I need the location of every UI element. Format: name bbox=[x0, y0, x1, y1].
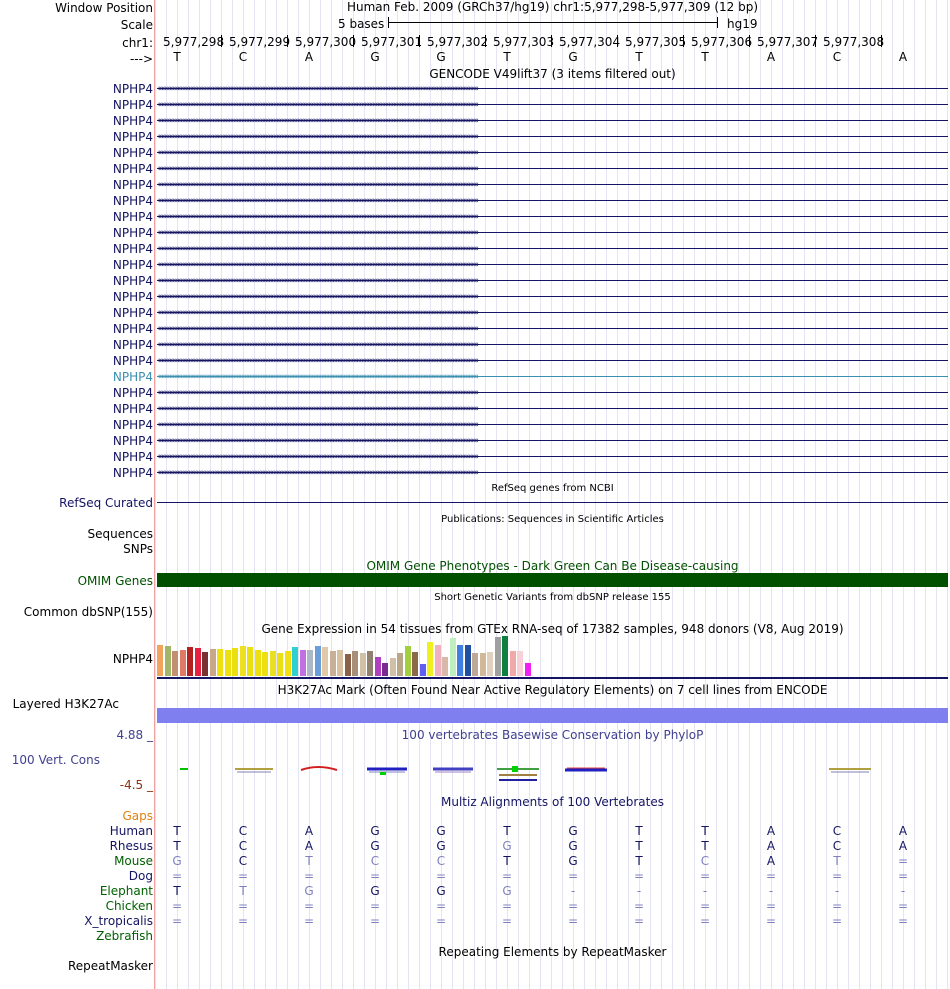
gtex-tissue-bar[interactable] bbox=[405, 646, 411, 676]
multiz-base: G bbox=[502, 884, 512, 898]
gtex-tissue-bar[interactable] bbox=[315, 646, 321, 676]
multiz-base: T bbox=[701, 839, 709, 853]
cons-glyph-6 bbox=[497, 766, 539, 780]
multiz-base: = bbox=[435, 869, 447, 883]
publications-snps-label[interactable]: SNPs bbox=[123, 542, 153, 556]
multiz-base: T bbox=[635, 839, 643, 853]
multiz-base: = bbox=[501, 914, 513, 928]
ruler-position: 5,977,305 bbox=[625, 35, 687, 49]
gencode-transcript-label[interactable]: NPHP4 bbox=[112, 82, 153, 96]
multiz-base: T bbox=[173, 839, 181, 853]
reference-base: C bbox=[832, 50, 842, 64]
ruler-position: 5,977,307 bbox=[757, 35, 819, 49]
multiz-base: = bbox=[303, 899, 315, 913]
multiz-base: G bbox=[436, 839, 446, 853]
gencode-strand-arrows: ‹‹‹‹‹‹‹‹‹‹‹‹‹‹‹‹‹‹‹‹‹‹‹‹‹‹‹‹‹‹‹‹‹‹‹‹‹‹‹‹‹‹‹‹‹‹‹‹‹‹‹‹‹‹‹‹‹‹‹‹‹‹‹‹‹‹‹‹‹‹‹‹‹‹‹‹‹‹‹‹‹‹‹‹‹‹‹‹‹‹‹‹‹‹‹‹‹‹‹‹‹‹‹‹‹‹‹‹‹‹‹‹‹‹‹‹‹‹‹‹‹‹‹‹‹‹‹‹‹‹‹‹‹‹‹‹‹‹‹‹‹‹‹‹‹‹‹‹‹‹‹‹‹‹‹‹‹‹‹‹‹‹‹‹‹‹‹‹‹‹‹‹‹‹‹‹‹‹‹‹‹‹‹‹‹‹‹‹‹‹‹‹‹‹‹‹‹‹‹‹ bbox=[157, 260, 477, 270]
gtex-tissue-bar[interactable] bbox=[517, 651, 523, 676]
scale-bar bbox=[388, 22, 718, 23]
multiz-species-label[interactable]: Mouse bbox=[114, 854, 153, 868]
gencode-transcript-label[interactable]: NPHP4 bbox=[112, 130, 153, 144]
gencode-transcript-label[interactable]: NPHP4 bbox=[112, 434, 153, 448]
multiz-base: = bbox=[171, 899, 183, 913]
multiz-species-label[interactable]: Elephant bbox=[99, 884, 153, 898]
omim-gene-bar[interactable] bbox=[157, 573, 948, 587]
gencode-transcript-label[interactable]: NPHP4 bbox=[112, 114, 153, 128]
gtex-tissue-bar[interactable] bbox=[435, 645, 441, 676]
gtex-track-title: Gene Expression in 54 tissues from GTEx RNA-seq of 17382 samples, 948 donors (V8, Aug 2019) bbox=[261, 622, 844, 636]
multiz-base: = bbox=[633, 914, 645, 928]
dbsnp-track-label[interactable]: Common dbSNP(155) bbox=[23, 605, 153, 619]
multiz-base: = bbox=[765, 899, 777, 913]
cons-glyph-5 bbox=[433, 769, 473, 772]
multiz-base: A bbox=[766, 824, 776, 838]
multiz-base: G bbox=[436, 884, 446, 898]
gtex-tissue-bar[interactable] bbox=[360, 653, 366, 676]
multiz-base: T bbox=[239, 884, 247, 898]
multiz-base: A bbox=[898, 824, 908, 838]
multiz-base: A bbox=[304, 824, 314, 838]
multiz-base: A bbox=[304, 839, 314, 853]
gencode-strand-arrows: ‹‹‹‹‹‹‹‹‹‹‹‹‹‹‹‹‹‹‹‹‹‹‹‹‹‹‹‹‹‹‹‹‹‹‹‹‹‹‹‹‹‹‹‹‹‹‹‹‹‹‹‹‹‹‹‹‹‹‹‹‹‹‹‹‹‹‹‹‹‹‹‹‹‹‹‹‹‹‹‹‹‹‹‹‹‹‹‹‹‹‹‹‹‹‹‹‹‹‹‹‹‹‹‹‹‹‹‹‹‹‹‹‹‹‹‹‹‹‹‹‹‹‹‹‹‹‹‹‹‹‹‹‹‹‹‹‹‹‹‹‹‹‹‹‹‹‹‹‹‹‹‹‹‹‹‹‹‹‹‹‹‹‹‹‹‹‹‹‹‹‹‹‹‹‹‹‹‹‹‹‹‹‹‹‹‹‹‹‹‹‹‹‹‹‹‹‹‹‹‹ bbox=[157, 420, 477, 430]
strand-label: ---> bbox=[129, 52, 153, 66]
gtex-tissue-bar[interactable] bbox=[210, 649, 216, 676]
multiz-base: = bbox=[765, 914, 777, 928]
window-position-label: Window Position bbox=[55, 1, 153, 15]
multiz-base: = bbox=[831, 869, 843, 883]
gtex-tissue-bar[interactable] bbox=[330, 651, 336, 676]
gencode-strand-arrows: ‹‹‹‹‹‹‹‹‹‹‹‹‹‹‹‹‹‹‹‹‹‹‹‹‹‹‹‹‹‹‹‹‹‹‹‹‹‹‹‹‹‹‹‹‹‹‹‹‹‹‹‹‹‹‹‹‹‹‹‹‹‹‹‹‹‹‹‹‹‹‹‹‹‹‹‹‹‹‹‹‹‹‹‹‹‹‹‹‹‹‹‹‹‹‹‹‹‹‹‹‹‹‹‹‹‹‹‹‹‹‹‹‹‹‹‹‹‹‹‹‹‹‹‹‹‹‹‹‹‹‹‹‹‹‹‹‹‹‹‹‹‹‹‹‹‹‹‹‹‹‹‹‹‹‹‹‹‹‹‹‹‹‹‹‹‹‹‹‹‹‹‹‹‹‹‹‹‹‹‹‹‹‹‹‹‹‹‹‹‹‹‹‹‹‹‹‹‹‹‹ bbox=[157, 340, 477, 350]
reference-base: C bbox=[238, 50, 248, 64]
multiz-base: T bbox=[305, 854, 313, 868]
multiz-base: = bbox=[897, 899, 909, 913]
gtex-tissue-bar[interactable] bbox=[352, 651, 358, 676]
ruler-position: 5,977,300 bbox=[295, 35, 357, 49]
gencode-transcript-label[interactable]: NPHP4 bbox=[112, 162, 153, 176]
gtex-tissue-bar[interactable] bbox=[255, 650, 261, 676]
multiz-base: = bbox=[171, 869, 183, 883]
dbsnp-track-title: Short Genetic Variants from dbSNP release 155 bbox=[434, 592, 671, 603]
cons-max-label: 4.88 _ bbox=[116, 728, 153, 742]
multiz-base: G bbox=[370, 824, 380, 838]
multiz-base: G bbox=[568, 854, 578, 868]
gtex-tissue-bar[interactable] bbox=[367, 651, 373, 676]
multiz-base: T bbox=[503, 824, 511, 838]
repeatmasker-track-title: Repeating Elements by RepeatMasker bbox=[438, 945, 667, 959]
gencode-strand-arrows: ‹‹‹‹‹‹‹‹‹‹‹‹‹‹‹‹‹‹‹‹‹‹‹‹‹‹‹‹‹‹‹‹‹‹‹‹‹‹‹‹‹‹‹‹‹‹‹‹‹‹‹‹‹‹‹‹‹‹‹‹‹‹‹‹‹‹‹‹‹‹‹‹‹‹‹‹‹‹‹‹‹‹‹‹‹‹‹‹‹‹‹‹‹‹‹‹‹‹‹‹‹‹‹‹‹‹‹‹‹‹‹‹‹‹‹‹‹‹‹‹‹‹‹‹‹‹‹‹‹‹‹‹‹‹‹‹‹‹‹‹‹‹‹‹‹‹‹‹‹‹‹‹‹‹‹‹‹‹‹‹‹‹‹‹‹‹‹‹‹‹‹‹‹‹‹‹‹‹‹‹‹‹‹‹‹‹‹‹‹‹‹‹‹‹‹‹‹‹‹‹ bbox=[157, 228, 477, 238]
multiz-base: T bbox=[701, 824, 709, 838]
gtex-tissue-bar[interactable] bbox=[375, 657, 381, 676]
multiz-base: = bbox=[831, 914, 843, 928]
multiz-base: = bbox=[435, 914, 447, 928]
scale-bar-right-tick bbox=[717, 17, 718, 28]
ruler-position: 5,977,298 bbox=[163, 35, 225, 49]
gtex-tissue-bar[interactable] bbox=[292, 647, 298, 676]
gtex-tissue-bar[interactable] bbox=[427, 642, 433, 676]
cons-mini-graphs[interactable] bbox=[155, 760, 950, 785]
multiz-base: = bbox=[897, 869, 909, 883]
gtex-tissue-bar[interactable] bbox=[277, 653, 283, 676]
gtex-tissue-bar[interactable] bbox=[270, 651, 276, 676]
gtex-tissue-bar[interactable] bbox=[307, 650, 313, 676]
gencode-transcript-label[interactable]: NPHP4 bbox=[112, 306, 153, 320]
gencode-transcript-label[interactable]: NPHP4 bbox=[112, 98, 153, 112]
ruler-position: 5,977,308 bbox=[823, 35, 885, 49]
gencode-transcript-label[interactable]: NPHP4 bbox=[112, 338, 153, 352]
gtex-tissue-bar[interactable] bbox=[412, 652, 418, 676]
gtex-gene-line bbox=[157, 677, 948, 679]
gtex-tissue-bar[interactable] bbox=[420, 664, 426, 676]
multiz-base: C bbox=[832, 824, 842, 838]
gtex-tissue-bar[interactable] bbox=[187, 647, 193, 676]
gtex-tissue-bar[interactable] bbox=[345, 654, 351, 676]
cons-track-label[interactable]: 100 Vert. Cons bbox=[11, 753, 100, 767]
multiz-base: C bbox=[436, 854, 446, 868]
multiz-base: = bbox=[171, 914, 183, 928]
gtex-tissue-bar[interactable] bbox=[390, 658, 396, 676]
repeatmasker-track-label[interactable]: RepeatMasker bbox=[67, 959, 153, 973]
gencode-transcript-label[interactable]: NPHP4 bbox=[112, 194, 153, 208]
cons-glyph-2 bbox=[235, 769, 273, 772]
multiz-base: = bbox=[435, 899, 447, 913]
multiz-base: G bbox=[568, 824, 578, 838]
multiz-base: A bbox=[898, 839, 908, 853]
reference-base: A bbox=[898, 50, 908, 64]
multiz-base: G bbox=[568, 839, 578, 853]
gencode-strand-arrows: ‹‹‹‹‹‹‹‹‹‹‹‹‹‹‹‹‹‹‹‹‹‹‹‹‹‹‹‹‹‹‹‹‹‹‹‹‹‹‹‹‹‹‹‹‹‹‹‹‹‹‹‹‹‹‹‹‹‹‹‹‹‹‹‹‹‹‹‹‹‹‹‹‹‹‹‹‹‹‹‹‹‹‹‹‹‹‹‹‹‹‹‹‹‹‹‹‹‹‹‹‹‹‹‹‹‹‹‹‹‹‹‹‹‹‹‹‹‹‹‹‹‹‹‹‹‹‹‹‹‹‹‹‹‹‹‹‹‹‹‹‹‹‹‹‹‹‹‹‹‹‹‹‹‹‹‹‹‹‹‹‹‹‹‹‹‹‹‹‹‹‹‹‹‹‹‹‹‹‹‹‹‹‹‹‹‹‹‹‹‹‹‹‹‹‹‹‹‹‹‹ bbox=[157, 116, 477, 126]
omim-track-label[interactable]: OMIM Genes bbox=[77, 574, 153, 588]
gencode-strand-arrows: ‹‹‹‹‹‹‹‹‹‹‹‹‹‹‹‹‹‹‹‹‹‹‹‹‹‹‹‹‹‹‹‹‹‹‹‹‹‹‹‹‹‹‹‹‹‹‹‹‹‹‹‹‹‹‹‹‹‹‹‹‹‹‹‹‹‹‹‹‹‹‹‹‹‹‹‹‹‹‹‹‹‹‹‹‹‹‹‹‹‹‹‹‹‹‹‹‹‹‹‹‹‹‹‹‹‹‹‹‹‹‹‹‹‹‹‹‹‹‹‹‹‹‹‹‹‹‹‹‹‹‹‹‹‹‹‹‹‹‹‹‹‹‹‹‹‹‹‹‹‹‹‹‹‹‹‹‹‹‹‹‹‹‹‹‹‹‹‹‹‹‹‹‹‹‹‹‹‹‹‹‹‹‹‹‹‹‹‹‹‹‹‹‹‹‹‹‹‹‹‹ bbox=[157, 292, 477, 302]
reference-base: T bbox=[173, 50, 181, 64]
multiz-base: = bbox=[237, 899, 249, 913]
gencode-transcript-label[interactable]: NPHP4 bbox=[112, 322, 153, 336]
reference-base: T bbox=[635, 50, 643, 64]
publications-track-title: Publications: Sequences in Scientific Articles bbox=[441, 514, 664, 525]
multiz-base: = bbox=[567, 869, 579, 883]
gencode-transcript-label[interactable]: NPHP4 bbox=[112, 402, 153, 416]
gencode-strand-arrows: ‹‹‹‹‹‹‹‹‹‹‹‹‹‹‹‹‹‹‹‹‹‹‹‹‹‹‹‹‹‹‹‹‹‹‹‹‹‹‹‹‹‹‹‹‹‹‹‹‹‹‹‹‹‹‹‹‹‹‹‹‹‹‹‹‹‹‹‹‹‹‹‹‹‹‹‹‹‹‹‹‹‹‹‹‹‹‹‹‹‹‹‹‹‹‹‹‹‹‹‹‹‹‹‹‹‹‹‹‹‹‹‹‹‹‹‹‹‹‹‹‹‹‹‹‹‹‹‹‹‹‹‹‹‹‹‹‹‹‹‹‹‹‹‹‹‹‹‹‹‹‹‹‹‹‹‹‹‹‹‹‹‹‹‹‹‹‹‹‹‹‹‹‹‹‹‹‹‹‹‹‹‹‹‹‹‹‹‹‹‹‹‹‹‹‹‹‹‹‹‹ bbox=[157, 244, 477, 254]
gencode-strand-arrows: ‹‹‹‹‹‹‹‹‹‹‹‹‹‹‹‹‹‹‹‹‹‹‹‹‹‹‹‹‹‹‹‹‹‹‹‹‹‹‹‹‹‹‹‹‹‹‹‹‹‹‹‹‹‹‹‹‹‹‹‹‹‹‹‹‹‹‹‹‹‹‹‹‹‹‹‹‹‹‹‹‹‹‹‹‹‹‹‹‹‹‹‹‹‹‹‹‹‹‹‹‹‹‹‹‹‹‹‹‹‹‹‹‹‹‹‹‹‹‹‹‹‹‹‹‹‹‹‹‹‹‹‹‹‹‹‹‹‹‹‹‹‹‹‹‹‹‹‹‹‹‹‹‹‹‹‹‹‹‹‹‹‹‹‹‹‹‹‹‹‹‹‹‹‹‹‹‹‹‹‹‹‹‹‹‹‹‹‹‹‹‹‹‹‹‹‹‹‹‹‹ bbox=[157, 468, 477, 478]
gtex-tissue-bar[interactable] bbox=[487, 652, 493, 676]
multiz-base: T bbox=[635, 854, 643, 868]
gtex-gene-label[interactable]: NPHP4 bbox=[112, 652, 153, 666]
gencode-transcript-label[interactable]: NPHP4 bbox=[112, 386, 153, 400]
multiz-base: = bbox=[699, 899, 711, 913]
gtex-tissue-bar[interactable] bbox=[172, 651, 178, 676]
reference-base: T bbox=[503, 50, 511, 64]
multiz-species-label[interactable]: Rhesus bbox=[109, 839, 153, 853]
gtex-tissue-bar[interactable] bbox=[247, 647, 253, 676]
gtex-tissue-bar[interactable] bbox=[397, 653, 403, 676]
chrom-label: chr1: bbox=[122, 36, 153, 50]
multiz-base: = bbox=[237, 869, 249, 883]
multiz-base: T bbox=[833, 854, 841, 868]
multiz-species-label[interactable]: Human bbox=[109, 824, 153, 838]
multiz-base: - bbox=[636, 884, 642, 898]
reference-base: A bbox=[304, 50, 314, 64]
gencode-strand-arrows: ‹‹‹‹‹‹‹‹‹‹‹‹‹‹‹‹‹‹‹‹‹‹‹‹‹‹‹‹‹‹‹‹‹‹‹‹‹‹‹‹‹‹‹‹‹‹‹‹‹‹‹‹‹‹‹‹‹‹‹‹‹‹‹‹‹‹‹‹‹‹‹‹‹‹‹‹‹‹‹‹‹‹‹‹‹‹‹‹‹‹‹‹‹‹‹‹‹‹‹‹‹‹‹‹‹‹‹‹‹‹‹‹‹‹‹‹‹‹‹‹‹‹‹‹‹‹‹‹‹‹‹‹‹‹‹‹‹‹‹‹‹‹‹‹‹‹‹‹‹‹‹‹‹‹‹‹‹‹‹‹‹‹‹‹‹‹‹‹‹‹‹‹‹‹‹‹‹‹‹‹‹‹‹‹‹‹‹‹‹‹‹‹‹‹‹‹‹‹‹‹ bbox=[157, 164, 477, 174]
multiz-base: = bbox=[567, 899, 579, 913]
reference-base: G bbox=[370, 50, 380, 64]
gtex-tissue-bar[interactable] bbox=[300, 650, 306, 676]
multiz-base: A bbox=[766, 854, 776, 868]
multiz-base: C bbox=[238, 839, 248, 853]
gencode-strand-arrows: ‹‹‹‹‹‹‹‹‹‹‹‹‹‹‹‹‹‹‹‹‹‹‹‹‹‹‹‹‹‹‹‹‹‹‹‹‹‹‹‹‹‹‹‹‹‹‹‹‹‹‹‹‹‹‹‹‹‹‹‹‹‹‹‹‹‹‹‹‹‹‹‹‹‹‹‹‹‹‹‹‹‹‹‹‹‹‹‹‹‹‹‹‹‹‹‹‹‹‹‹‹‹‹‹‹‹‹‹‹‹‹‹‹‹‹‹‹‹‹‹‹‹‹‹‹‹‹‹‹‹‹‹‹‹‹‹‹‹‹‹‹‹‹‹‹‹‹‹‹‹‹‹‹‹‹‹‹‹‹‹‹‹‹‹‹‹‹‹‹‹‹‹‹‹‹‹‹‹‹‹‹‹‹‹‹‹‹‹‹‹‹‹‹‹‹‹‹‹‹‹ bbox=[157, 436, 477, 446]
gtex-tissue-bar[interactable] bbox=[195, 648, 201, 676]
multiz-base: A bbox=[766, 839, 776, 853]
gtex-tissue-bar[interactable] bbox=[502, 636, 508, 676]
multiz-base: - bbox=[570, 884, 576, 898]
cons-glyph-3 bbox=[301, 767, 337, 770]
gtex-tissue-bar[interactable] bbox=[285, 651, 291, 676]
multiz-base: C bbox=[370, 854, 380, 868]
multiz-base: C bbox=[700, 854, 710, 868]
h3k27ac-signal[interactable] bbox=[157, 708, 948, 723]
gencode-track-title: GENCODE V49lift37 (3 items filtered out) bbox=[429, 67, 676, 81]
gtex-tissue-bar[interactable] bbox=[180, 650, 186, 676]
gencode-strand-arrows: ‹‹‹‹‹‹‹‹‹‹‹‹‹‹‹‹‹‹‹‹‹‹‹‹‹‹‹‹‹‹‹‹‹‹‹‹‹‹‹‹‹‹‹‹‹‹‹‹‹‹‹‹‹‹‹‹‹‹‹‹‹‹‹‹‹‹‹‹‹‹‹‹‹‹‹‹‹‹‹‹‹‹‹‹‹‹‹‹‹‹‹‹‹‹‹‹‹‹‹‹‹‹‹‹‹‹‹‹‹‹‹‹‹‹‹‹‹‹‹‹‹‹‹‹‹‹‹‹‹‹‹‹‹‹‹‹‹‹‹‹‹‹‹‹‹‹‹‹‹‹‹‹‹‹‹‹‹‹‹‹‹‹‹‹‹‹‹‹‹‹‹‹‹‹‹‹‹‹‹‹‹‹‹‹‹‹‹‹‹‹‹‹‹‹‹‹‹‹‹‹ bbox=[157, 84, 477, 94]
multiz-species-label[interactable]: Chicken bbox=[105, 899, 153, 913]
scale-bar-db: hg19 bbox=[727, 17, 758, 31]
cons-track-title: 100 vertebrates Basewise Conservation by PhyloP bbox=[401, 728, 704, 742]
multiz-base: G bbox=[370, 839, 380, 853]
scale-bar-text: 5 bases bbox=[338, 17, 385, 31]
multiz-base: T bbox=[173, 824, 181, 838]
multiz-gaps-label[interactable]: Gaps bbox=[122, 809, 153, 823]
gtex-tissue-bar[interactable] bbox=[337, 650, 343, 676]
gencode-strand-arrows: ‹‹‹‹‹‹‹‹‹‹‹‹‹‹‹‹‹‹‹‹‹‹‹‹‹‹‹‹‹‹‹‹‹‹‹‹‹‹‹‹‹‹‹‹‹‹‹‹‹‹‹‹‹‹‹‹‹‹‹‹‹‹‹‹‹‹‹‹‹‹‹‹‹‹‹‹‹‹‹‹‹‹‹‹‹‹‹‹‹‹‹‹‹‹‹‹‹‹‹‹‹‹‹‹‹‹‹‹‹‹‹‹‹‹‹‹‹‹‹‹‹‹‹‹‹‹‹‹‹‹‹‹‹‹‹‹‹‹‹‹‹‹‹‹‹‹‹‹‹‹‹‹‹‹‹‹‹‹‹‹‹‹‹‹‹‹‹‹‹‹‹‹‹‹‹‹‹‹‹‹‹‹‹‹‹‹‹‹‹‹‹‹‹‹‹‹‹‹‹‹ bbox=[157, 100, 477, 110]
gtex-tissue-bar[interactable] bbox=[442, 657, 448, 676]
multiz-base: = bbox=[501, 899, 513, 913]
multiz-base: = bbox=[369, 914, 381, 928]
cons-glyph-8 bbox=[829, 769, 871, 772]
multiz-base: = bbox=[897, 914, 909, 928]
multiz-species-label[interactable]: Dog bbox=[128, 869, 153, 883]
multiz-base: T bbox=[503, 854, 511, 868]
gencode-transcript-label[interactable]: NPHP4 bbox=[112, 290, 153, 304]
gencode-strand-arrows: ‹‹‹‹‹‹‹‹‹‹‹‹‹‹‹‹‹‹‹‹‹‹‹‹‹‹‹‹‹‹‹‹‹‹‹‹‹‹‹‹‹‹‹‹‹‹‹‹‹‹‹‹‹‹‹‹‹‹‹‹‹‹‹‹‹‹‹‹‹‹‹‹‹‹‹‹‹‹‹‹‹‹‹‹‹‹‹‹‹‹‹‹‹‹‹‹‹‹‹‹‹‹‹‹‹‹‹‹‹‹‹‹‹‹‹‹‹‹‹‹‹‹‹‹‹‹‹‹‹‹‹‹‹‹‹‹‹‹‹‹‹‹‹‹‹‹‹‹‹‹‹‹‹‹‹‹‹‹‹‹‹‹‹‹‹‹‹‹‹‹‹‹‹‹‹‹‹‹‹‹‹‹‹‹‹‹‹‹‹‹‹‹‹‹‹‹‹‹‹‹ bbox=[157, 452, 477, 462]
publications-sequences-label[interactable]: Sequences bbox=[87, 527, 153, 541]
multiz-base: G bbox=[502, 839, 512, 853]
multiz-species-label[interactable]: Zebrafish bbox=[96, 929, 153, 943]
multiz-base: = bbox=[567, 914, 579, 928]
assembly-position-text[interactable]: Human Feb. 2009 (GRCh37/hg19) chr1:5,977,298-5,977,309 (12 bp) bbox=[346, 0, 759, 14]
gtex-tissue-bar[interactable] bbox=[232, 648, 238, 676]
multiz-base: = bbox=[831, 899, 843, 913]
multiz-base: = bbox=[699, 869, 711, 883]
cons-glyph-7 bbox=[565, 768, 607, 770]
multiz-base: = bbox=[303, 914, 315, 928]
gtex-tissue-bar[interactable] bbox=[240, 646, 246, 676]
multiz-base: G bbox=[436, 824, 446, 838]
gtex-tissue-bar[interactable] bbox=[202, 652, 208, 676]
reference-base: A bbox=[766, 50, 776, 64]
gencode-strand-arrows: ‹‹‹‹‹‹‹‹‹‹‹‹‹‹‹‹‹‹‹‹‹‹‹‹‹‹‹‹‹‹‹‹‹‹‹‹‹‹‹‹‹‹‹‹‹‹‹‹‹‹‹‹‹‹‹‹‹‹‹‹‹‹‹‹‹‹‹‹‹‹‹‹‹‹‹‹‹‹‹‹‹‹‹‹‹‹‹‹‹‹‹‹‹‹‹‹‹‹‹‹‹‹‹‹‹‹‹‹‹‹‹‹‹‹‹‹‹‹‹‹‹‹‹‹‹‹‹‹‹‹‹‹‹‹‹‹‹‹‹‹‹‹‹‹‹‹‹‹‹‹‹‹‹‹‹‹‹‹‹‹‹‹‹‹‹‹‹‹‹‹‹‹‹‹‹‹‹‹‹‹‹‹‹‹‹‹‹‹‹‹‹‹‹‹‹‹‹‹‹‹ bbox=[157, 180, 477, 190]
gencode-transcript-label[interactable]: NPHP4 bbox=[112, 274, 153, 288]
multiz-base: - bbox=[768, 884, 774, 898]
multiz-base: = bbox=[501, 869, 513, 883]
ruler-position: 5,977,299 bbox=[229, 35, 291, 49]
gencode-strand-arrows: ‹‹‹‹‹‹‹‹‹‹‹‹‹‹‹‹‹‹‹‹‹‹‹‹‹‹‹‹‹‹‹‹‹‹‹‹‹‹‹‹‹‹‹‹‹‹‹‹‹‹‹‹‹‹‹‹‹‹‹‹‹‹‹‹‹‹‹‹‹‹‹‹‹‹‹‹‹‹‹‹‹‹‹‹‹‹‹‹‹‹‹‹‹‹‹‹‹‹‹‹‹‹‹‹‹‹‹‹‹‹‹‹‹‹‹‹‹‹‹‹‹‹‹‹‹‹‹‹‹‹‹‹‹‹‹‹‹‹‹‹‹‹‹‹‹‹‹‹‹‹‹‹‹‹‹‹‹‹‹‹‹‹‹‹‹‹‹‹‹‹‹‹‹‹‹‹‹‹‹‹‹‹‹‹‹‹‹‹‹‹‹‹‹‹‹‹‹‹‹‹ bbox=[157, 388, 477, 398]
multiz-base: G bbox=[370, 884, 380, 898]
gtex-tissue-bar[interactable] bbox=[450, 638, 456, 676]
scale-label: Scale bbox=[120, 18, 153, 32]
multiz-base: C bbox=[832, 839, 842, 853]
refseq-track-label[interactable]: RefSeq Curated bbox=[59, 496, 153, 510]
reference-base: T bbox=[701, 50, 709, 64]
gencode-strand-arrows: ‹‹‹‹‹‹‹‹‹‹‹‹‹‹‹‹‹‹‹‹‹‹‹‹‹‹‹‹‹‹‹‹‹‹‹‹‹‹‹‹‹‹‹‹‹‹‹‹‹‹‹‹‹‹‹‹‹‹‹‹‹‹‹‹‹‹‹‹‹‹‹‹‹‹‹‹‹‹‹‹‹‹‹‹‹‹‹‹‹‹‹‹‹‹‹‹‹‹‹‹‹‹‹‹‹‹‹‹‹‹‹‹‹‹‹‹‹‹‹‹‹‹‹‹‹‹‹‹‹‹‹‹‹‹‹‹‹‹‹‹‹‹‹‹‹‹‹‹‹‹‹‹‹‹‹‹‹‹‹‹‹‹‹‹‹‹‹‹‹‹‹‹‹‹‹‹‹‹‹‹‹‹‹‹‹‹‹‹‹‹‹‹‹‹‹‹‹‹‹‹ bbox=[157, 308, 477, 318]
gtex-tissue-bar[interactable] bbox=[262, 652, 268, 676]
gencode-transcript-label[interactable]: NPHP4 bbox=[112, 242, 153, 256]
h3k27ac-track-title: H3K27Ac Mark (Often Found Near Active Regulatory Elements) on 7 cell lines from ENCODE bbox=[277, 683, 828, 697]
gencode-transcript-label[interactable]: NPHP4 bbox=[112, 418, 153, 432]
gencode-strand-arrows: ‹‹‹‹‹‹‹‹‹‹‹‹‹‹‹‹‹‹‹‹‹‹‹‹‹‹‹‹‹‹‹‹‹‹‹‹‹‹‹‹‹‹‹‹‹‹‹‹‹‹‹‹‹‹‹‹‹‹‹‹‹‹‹‹‹‹‹‹‹‹‹‹‹‹‹‹‹‹‹‹‹‹‹‹‹‹‹‹‹‹‹‹‹‹‹‹‹‹‹‹‹‹‹‹‹‹‹‹‹‹‹‹‹‹‹‹‹‹‹‹‹‹‹‹‹‹‹‹‹‹‹‹‹‹‹‹‹‹‹‹‹‹‹‹‹‹‹‹‹‹‹‹‹‹‹‹‹‹‹‹‹‹‹‹‹‹‹‹‹‹‹‹‹‹‹‹‹‹‹‹‹‹‹‹‹‹‹‹‹‹‹‹‹‹‹‹‹‹‹‹ bbox=[157, 372, 477, 382]
h3k27ac-track-label[interactable]: Layered H3K27Ac bbox=[12, 697, 119, 711]
multiz-base: = bbox=[633, 869, 645, 883]
gencode-transcript-label[interactable]: NPHP4 bbox=[112, 226, 153, 240]
gtex-tissue-bar[interactable] bbox=[157, 645, 163, 676]
ruler-position: 5,977,302 bbox=[427, 35, 489, 49]
multiz-base: = bbox=[897, 854, 909, 868]
multiz-base: = bbox=[765, 869, 777, 883]
gencode-transcript-label[interactable]: NPHP4 bbox=[112, 210, 153, 224]
multiz-base: = bbox=[237, 914, 249, 928]
gencode-transcript-label[interactable]: NPHP4 bbox=[112, 258, 153, 272]
multiz-base: C bbox=[238, 854, 248, 868]
refseq-track-title: RefSeq genes from NCBI bbox=[491, 483, 614, 494]
gtex-tissue-bar[interactable] bbox=[322, 647, 328, 676]
refseq-gene-line[interactable] bbox=[157, 502, 948, 503]
gencode-transcript-label[interactable]: NPHP4 bbox=[112, 146, 153, 160]
multiz-base: = bbox=[699, 914, 711, 928]
gencode-transcript-label[interactable]: NPHP4 bbox=[112, 370, 153, 384]
multiz-species-label[interactable]: X_tropicalis bbox=[84, 914, 153, 928]
ruler-position: 5,977,304 bbox=[559, 35, 621, 49]
gtex-tissue-bar[interactable] bbox=[480, 653, 486, 676]
gencode-transcript-label[interactable]: NPHP4 bbox=[112, 466, 153, 480]
gencode-strand-arrows: ‹‹‹‹‹‹‹‹‹‹‹‹‹‹‹‹‹‹‹‹‹‹‹‹‹‹‹‹‹‹‹‹‹‹‹‹‹‹‹‹‹‹‹‹‹‹‹‹‹‹‹‹‹‹‹‹‹‹‹‹‹‹‹‹‹‹‹‹‹‹‹‹‹‹‹‹‹‹‹‹‹‹‹‹‹‹‹‹‹‹‹‹‹‹‹‹‹‹‹‹‹‹‹‹‹‹‹‹‹‹‹‹‹‹‹‹‹‹‹‹‹‹‹‹‹‹‹‹‹‹‹‹‹‹‹‹‹‹‹‹‹‹‹‹‹‹‹‹‹‹‹‹‹‹‹‹‹‹‹‹‹‹‹‹‹‹‹‹‹‹‹‹‹‹‹‹‹‹‹‹‹‹‹‹‹‹‹‹‹‹‹‹‹‹‹‹‹‹‹‹ bbox=[157, 404, 477, 414]
gtex-tissue-bar[interactable] bbox=[457, 645, 463, 676]
multiz-base: = bbox=[303, 869, 315, 883]
multiz-base: T bbox=[173, 884, 181, 898]
ruler-position: 5,977,306 bbox=[691, 35, 753, 49]
gtex-tissue-bar[interactable] bbox=[510, 651, 516, 676]
reference-base: G bbox=[568, 50, 578, 64]
gtex-tissue-bar[interactable] bbox=[225, 650, 231, 676]
multiz-base: = bbox=[369, 899, 381, 913]
gtex-expression-chart[interactable] bbox=[157, 636, 557, 676]
gtex-tissue-bar[interactable] bbox=[465, 645, 471, 676]
omim-track-title: OMIM Gene Phenotypes - Dark Green Can Be Disease-causing bbox=[366, 559, 739, 573]
gencode-strand-arrows: ‹‹‹‹‹‹‹‹‹‹‹‹‹‹‹‹‹‹‹‹‹‹‹‹‹‹‹‹‹‹‹‹‹‹‹‹‹‹‹‹‹‹‹‹‹‹‹‹‹‹‹‹‹‹‹‹‹‹‹‹‹‹‹‹‹‹‹‹‹‹‹‹‹‹‹‹‹‹‹‹‹‹‹‹‹‹‹‹‹‹‹‹‹‹‹‹‹‹‹‹‹‹‹‹‹‹‹‹‹‹‹‹‹‹‹‹‹‹‹‹‹‹‹‹‹‹‹‹‹‹‹‹‹‹‹‹‹‹‹‹‹‹‹‹‹‹‹‹‹‹‹‹‹‹‹‹‹‹‹‹‹‹‹‹‹‹‹‹‹‹‹‹‹‹‹‹‹‹‹‹‹‹‹‹‹‹‹‹‹‹‹‹‹‹‹‹‹‹‹‹ bbox=[157, 212, 477, 222]
multiz-base: C bbox=[238, 824, 248, 838]
gtex-tissue-bar[interactable] bbox=[382, 663, 388, 676]
gencode-transcript-label[interactable]: NPHP4 bbox=[112, 178, 153, 192]
cons-glyph-4 bbox=[367, 769, 407, 775]
gencode-strand-arrows: ‹‹‹‹‹‹‹‹‹‹‹‹‹‹‹‹‹‹‹‹‹‹‹‹‹‹‹‹‹‹‹‹‹‹‹‹‹‹‹‹‹‹‹‹‹‹‹‹‹‹‹‹‹‹‹‹‹‹‹‹‹‹‹‹‹‹‹‹‹‹‹‹‹‹‹‹‹‹‹‹‹‹‹‹‹‹‹‹‹‹‹‹‹‹‹‹‹‹‹‹‹‹‹‹‹‹‹‹‹‹‹‹‹‹‹‹‹‹‹‹‹‹‹‹‹‹‹‹‹‹‹‹‹‹‹‹‹‹‹‹‹‹‹‹‹‹‹‹‹‹‹‹‹‹‹‹‹‹‹‹‹‹‹‹‹‹‹‹‹‹‹‹‹‹‹‹‹‹‹‹‹‹‹‹‹‹‹‹‹‹‹‹‹‹‹‹‹‹‹‹ bbox=[157, 276, 477, 286]
gencode-strand-arrows: ‹‹‹‹‹‹‹‹‹‹‹‹‹‹‹‹‹‹‹‹‹‹‹‹‹‹‹‹‹‹‹‹‹‹‹‹‹‹‹‹‹‹‹‹‹‹‹‹‹‹‹‹‹‹‹‹‹‹‹‹‹‹‹‹‹‹‹‹‹‹‹‹‹‹‹‹‹‹‹‹‹‹‹‹‹‹‹‹‹‹‹‹‹‹‹‹‹‹‹‹‹‹‹‹‹‹‹‹‹‹‹‹‹‹‹‹‹‹‹‹‹‹‹‹‹‹‹‹‹‹‹‹‹‹‹‹‹‹‹‹‹‹‹‹‹‹‹‹‹‹‹‹‹‹‹‹‹‹‹‹‹‹‹‹‹‹‹‹‹‹‹‹‹‹‹‹‹‹‹‹‹‹‹‹‹‹‹‹‹‹‹‹‹‹‹‹‹‹‹‹ bbox=[157, 148, 477, 158]
reference-base: G bbox=[436, 50, 446, 64]
gencode-transcript-label[interactable]: NPHP4 bbox=[112, 450, 153, 464]
multiz-base: - bbox=[834, 884, 840, 898]
multiz-base: G bbox=[304, 884, 314, 898]
gencode-strand-arrows: ‹‹‹‹‹‹‹‹‹‹‹‹‹‹‹‹‹‹‹‹‹‹‹‹‹‹‹‹‹‹‹‹‹‹‹‹‹‹‹‹‹‹‹‹‹‹‹‹‹‹‹‹‹‹‹‹‹‹‹‹‹‹‹‹‹‹‹‹‹‹‹‹‹‹‹‹‹‹‹‹‹‹‹‹‹‹‹‹‹‹‹‹‹‹‹‹‹‹‹‹‹‹‹‹‹‹‹‹‹‹‹‹‹‹‹‹‹‹‹‹‹‹‹‹‹‹‹‹‹‹‹‹‹‹‹‹‹‹‹‹‹‹‹‹‹‹‹‹‹‹‹‹‹‹‹‹‹‹‹‹‹‹‹‹‹‹‹‹‹‹‹‹‹‹‹‹‹‹‹‹‹‹‹‹‹‹‹‹‹‹‹‹‹‹‹‹‹‹‹‹ bbox=[157, 324, 477, 334]
gencode-strand-arrows: ‹‹‹‹‹‹‹‹‹‹‹‹‹‹‹‹‹‹‹‹‹‹‹‹‹‹‹‹‹‹‹‹‹‹‹‹‹‹‹‹‹‹‹‹‹‹‹‹‹‹‹‹‹‹‹‹‹‹‹‹‹‹‹‹‹‹‹‹‹‹‹‹‹‹‹‹‹‹‹‹‹‹‹‹‹‹‹‹‹‹‹‹‹‹‹‹‹‹‹‹‹‹‹‹‹‹‹‹‹‹‹‹‹‹‹‹‹‹‹‹‹‹‹‹‹‹‹‹‹‹‹‹‹‹‹‹‹‹‹‹‹‹‹‹‹‹‹‹‹‹‹‹‹‹‹‹‹‹‹‹‹‹‹‹‹‹‹‹‹‹‹‹‹‹‹‹‹‹‹‹‹‹‹‹‹‹‹‹‹‹‹‹‹‹‹‹‹‹‹‹ bbox=[157, 196, 477, 206]
multiz-base: - bbox=[702, 884, 708, 898]
ruler-position: 5,977,303 bbox=[493, 35, 555, 49]
gencode-strand-arrows: ‹‹‹‹‹‹‹‹‹‹‹‹‹‹‹‹‹‹‹‹‹‹‹‹‹‹‹‹‹‹‹‹‹‹‹‹‹‹‹‹‹‹‹‹‹‹‹‹‹‹‹‹‹‹‹‹‹‹‹‹‹‹‹‹‹‹‹‹‹‹‹‹‹‹‹‹‹‹‹‹‹‹‹‹‹‹‹‹‹‹‹‹‹‹‹‹‹‹‹‹‹‹‹‹‹‹‹‹‹‹‹‹‹‹‹‹‹‹‹‹‹‹‹‹‹‹‹‹‹‹‹‹‹‹‹‹‹‹‹‹‹‹‹‹‹‹‹‹‹‹‹‹‹‹‹‹‹‹‹‹‹‹‹‹‹‹‹‹‹‹‹‹‹‹‹‹‹‹‹‹‹‹‹‹‹‹‹‹‹‹‹‹‹‹‹‹‹‹‹‹ bbox=[157, 356, 477, 366]
multiz-base: - bbox=[900, 884, 906, 898]
gtex-tissue-bar[interactable] bbox=[217, 649, 223, 676]
gtex-tissue-bar[interactable] bbox=[525, 663, 531, 676]
multiz-base: = bbox=[369, 869, 381, 883]
ruler-position: 5,977,301 bbox=[361, 35, 423, 49]
gtex-tissue-bar[interactable] bbox=[165, 646, 171, 676]
gencode-strand-arrows: ‹‹‹‹‹‹‹‹‹‹‹‹‹‹‹‹‹‹‹‹‹‹‹‹‹‹‹‹‹‹‹‹‹‹‹‹‹‹‹‹‹‹‹‹‹‹‹‹‹‹‹‹‹‹‹‹‹‹‹‹‹‹‹‹‹‹‹‹‹‹‹‹‹‹‹‹‹‹‹‹‹‹‹‹‹‹‹‹‹‹‹‹‹‹‹‹‹‹‹‹‹‹‹‹‹‹‹‹‹‹‹‹‹‹‹‹‹‹‹‹‹‹‹‹‹‹‹‹‹‹‹‹‹‹‹‹‹‹‹‹‹‹‹‹‹‹‹‹‹‹‹‹‹‹‹‹‹‹‹‹‹‹‹‹‹‹‹‹‹‹‹‹‹‹‹‹‹‹‹‹‹‹‹‹‹‹‹‹‹‹‹‹‹‹‹‹‹‹‹‹ bbox=[157, 132, 477, 142]
multiz-base: G bbox=[172, 854, 182, 868]
gtex-tissue-bar[interactable] bbox=[472, 653, 478, 676]
multiz-track-title: Multiz Alignments of 100 Vertebrates bbox=[440, 795, 665, 809]
gtex-tissue-bar[interactable] bbox=[495, 637, 501, 676]
multiz-base: = bbox=[633, 899, 645, 913]
cons-min-label: -4.5 _ bbox=[119, 778, 153, 792]
gencode-transcript-label[interactable]: NPHP4 bbox=[112, 354, 153, 368]
multiz-base: T bbox=[635, 824, 643, 838]
